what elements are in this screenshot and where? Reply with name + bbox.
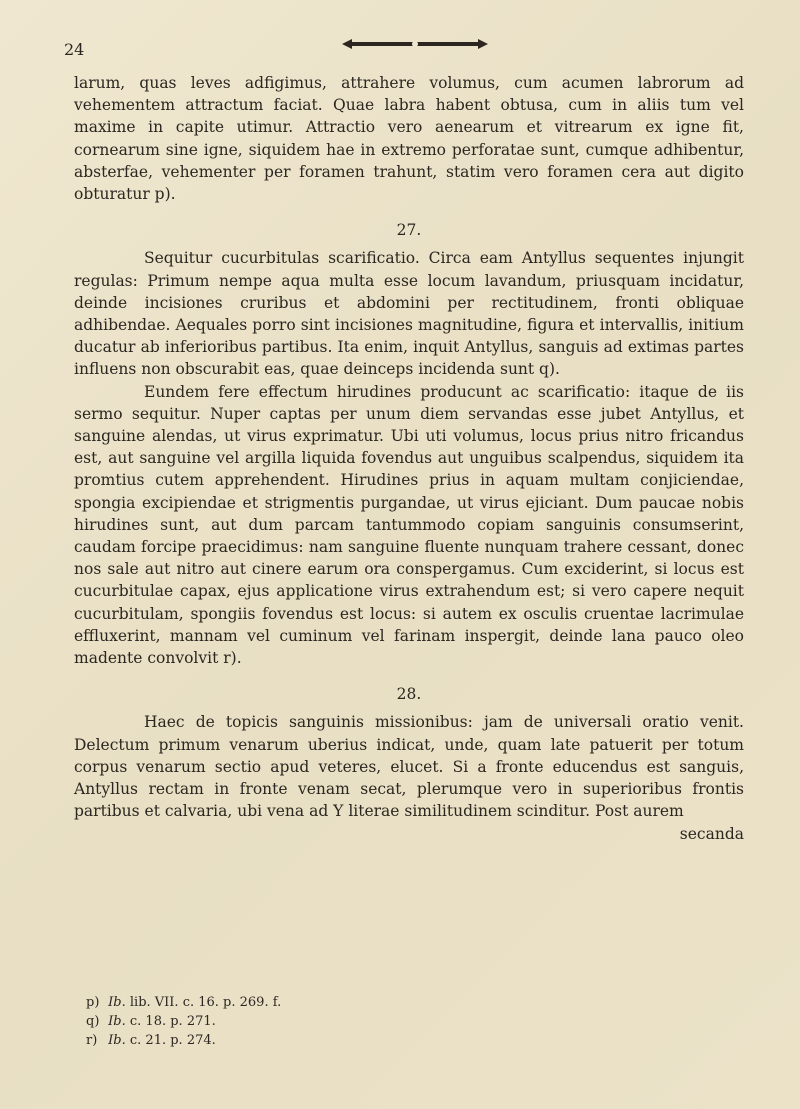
footnotes — [86, 993, 486, 1050]
footnote-ref: Ib. — [108, 1014, 126, 1029]
section-paragraph: Eundem fere effectum hirudines producunt ac scarificatio: itaque de iis sermo sequitur. Nuper captas per unum diem servandas esse jubet Antyllus, et sanguine alendas, ut virus exprimatur. Ubi uti volumus, locus prius nitro fricandus est, aut sanguine vel argilla liquida fovendus aut unguibus scalpendus, siquidem ita promtius cutem apprehendent. Hirudines prius in aquam multam conjiciendae, spongia excipiendae et strigmentis purgandae, ut virus ejiciant. Dum paucae nobis hirudines sunt, aut dum parcam tantummodo copiam sanguinis consumserint, caudam forcipe praecidimus: nam sanguine fluente nunquam trahere cessant, donec nos sale aut nitro aut cinere earum ora conspergamus. Cum exciderint, si locus est cucurbitulae capax, ejus applicatione virus extrahendum est; si vero capere nequit cucurbitulam, spongiis fovendus est locus: si autem ex osculis cruentae lacrimulae effluxerint, mannam vel cuminum vel farinam inspergit, deinde lana pauco oleo madente convolvit r). — [74, 382, 744, 668]
page-number: 24 — [64, 40, 85, 59]
footnote-text: c. 21. p. 274. — [129, 1033, 216, 1048]
section-number: 28. — [396, 685, 422, 704]
footnote — [86, 993, 486, 1012]
footnote-text: c. 18. p. 271. — [129, 1014, 216, 1029]
section-number: 27. — [396, 221, 422, 240]
section-paragraph: Haec de topicis sanguinis missionibus: jam de universali oratio venit. Delectum primum venarum uberius indicat, unde, quam late patuerit per totum corpus venarum sectio apud veteres, elucet. Si a fronte educendus est sanguis, Antyllus rectam in fronte venam secat, plerumque vero in superioribus frontis partibus et calvaria, ubi vena ad Y literae similitudinem scinditur. Post aurem — [74, 713, 744, 821]
header-ornament — [340, 36, 490, 52]
footnote-ref: Ib. — [108, 1033, 126, 1048]
footnote-label: q) — [86, 1014, 100, 1029]
catchword: secanda — [679, 824, 744, 843]
footnote — [86, 1031, 486, 1050]
footnote-ref: Ib. — [108, 995, 126, 1010]
section-paragraph: Sequitur cucurbitulas scarificatio. Circa eam Antyllus sequentes injungit regulas: Primum nempe aqua multa esse locum lavandum, priusquam incidatur, deinde incisiones cruribus et abdomini per rectitudinem, fronti obliquae adhibendae. Aequales porro sint incisiones magnitudine, figura et intervallis, initium ducatur ab inferioribus partibus. Ita enim, inquit Antyllus, sanguis ad extimas partes influens non obscurabit eas, quae deinceps incidenda sunt q). — [74, 249, 744, 379]
footnote-label: p) — [86, 995, 100, 1010]
intro-paragraph: larum, quas leves adfigimus, attrahere volumus, cum acumen labrorum ad vehementem attractum faciat. Quae labra habent obtusa, cum in aliis tum vel maxime in capite utimur. Attractio vero aenearum et vitrearum ex igne fit, cornearum sine igne, siquidem hae in extremo perforatae sunt, cumque adhibentur, absterfae, vehementer per foramen trahunt, statim vero foramen cera aut digito obturatur p). — [74, 74, 744, 204]
footnote — [86, 1012, 486, 1031]
body-text — [74, 72, 744, 845]
footnote-label: r) — [86, 1033, 98, 1048]
footnote-text: lib. VII. c. 16. p. 269. f. — [129, 995, 282, 1010]
